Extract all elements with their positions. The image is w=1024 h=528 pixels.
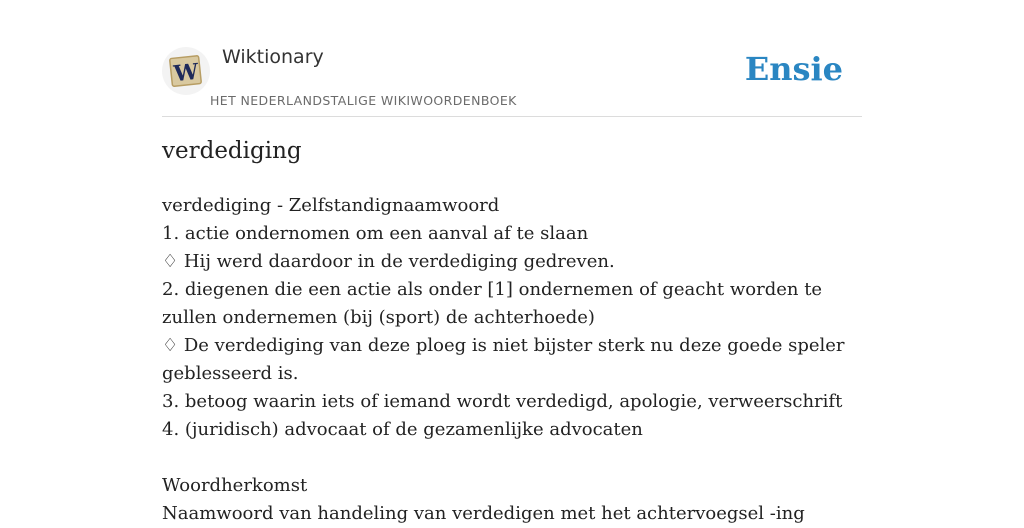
ensie-brand-link[interactable]: Ensie (744, 50, 843, 88)
site-tagline: HET NEDERLANDSTALIGE WIKIWOORDENBOEK (210, 93, 517, 108)
entry-content (162, 192, 862, 528)
wiktionary-logo-icon[interactable] (162, 47, 210, 95)
site-name[interactable]: Wiktionary (222, 46, 324, 68)
entry-example-line: ♢ De verdediging van deze ploeg is niet bijster sterk nu deze goede speler geblesseerd is. (162, 335, 845, 384)
etymology-text: Naamwoord van handeling van verdedigen met het achtervoegsel -ing (162, 503, 805, 524)
spacer (162, 444, 862, 472)
entry-definition-line: 1. actie ondernomen om een aanval af te slaan (162, 223, 589, 244)
etymology-heading: Woordherkomst (162, 475, 308, 496)
entry-definition-line: 3. betoog waarin iets of iemand wordt verdedigd, apologie, verweerschrift (162, 391, 843, 412)
entry-definition-line: 4. (juridisch) advocaat of de gezamenlijke advocaten (162, 419, 643, 440)
site-header (162, 40, 862, 117)
svg-text:W: W (172, 58, 200, 88)
page-title: verdediging (162, 138, 302, 164)
entry-definition-line: verdediging - Zelfstandignaamwoord (162, 195, 500, 216)
entry-definition-line: 2. diegenen die een actie als onder [1] ondernemen of geacht worden te zullen ondernemen (bij (sport) de achterhoede) (162, 279, 823, 328)
entry-example-line: ♢ Hij werd daardoor in de verdediging gedreven. (162, 251, 615, 272)
